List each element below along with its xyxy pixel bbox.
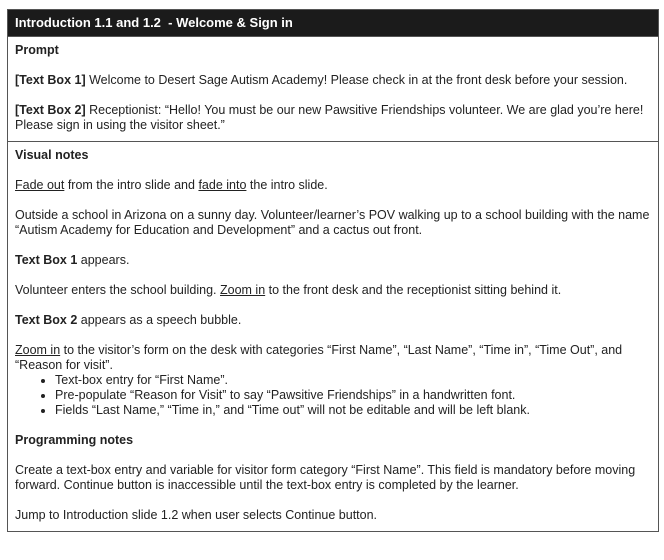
list-item: • Fields “Last Name,” “Time in,” and “Time out” will not be editable and will be left blank. <box>55 403 651 418</box>
programming-heading: Programming notes <box>15 433 134 447</box>
storyboard-table <box>7 9 659 532</box>
fade-mid-text: from the intro slide and <box>64 178 199 192</box>
list-item: • Text-box entry for “First Name”. <box>55 373 651 388</box>
programming-text-1: Create a text-box entry and variable for visitor form category “First Name”. This field is mandatory before moving forward. Continue button is inaccessible until the text-box entry is completed by the learner. <box>15 463 636 492</box>
text-box-2-bold: Text Box 2 <box>15 313 78 327</box>
text-box-2-label: [Text Box 2] <box>15 103 86 117</box>
fade-out-text: Fade out <box>15 178 65 192</box>
slide-title: Introduction 1.1 and 1.2 - Welcome & Sign in <box>8 10 658 36</box>
enters-a: Volunteer enters the school building. <box>15 283 220 297</box>
enters-building-line <box>15 283 651 298</box>
fade-line <box>15 178 651 193</box>
prompt-heading: Prompt <box>15 43 59 57</box>
visitor-form-line <box>15 343 651 373</box>
programming-text-2: Jump to Introduction slide 1.2 when user selects Continue button. <box>15 508 378 522</box>
text-box-1-appears-rest: appears. <box>77 253 130 267</box>
text-box-2-text: Receptionist: “Hello! You must be our new Pawsitive Friendships volunteer. We are glad you’re here! Please sign in using the visitor sheet.” <box>15 103 644 132</box>
text-box-1-text: Welcome to Desert Sage Autism Academy! Please check in at the front desk before your session. <box>85 73 628 87</box>
zoom-in-1: Zoom in <box>220 283 266 297</box>
enters-b: to the front desk and the receptionist sitting behind it. <box>265 283 562 297</box>
text-box-1-line <box>15 73 651 88</box>
text-box-1-appears <box>15 253 651 268</box>
prompt-cell <box>8 36 658 141</box>
visual-notes-heading: Visual notes <box>15 148 89 162</box>
visitor-form-bullets <box>15 373 651 418</box>
text-box-2-appears-rest: appears as a speech bubble. <box>77 313 242 327</box>
list-item: • Pre-populate “Reason for Visit” to say “Pawsitive Friendships” in a handwritten font. <box>55 388 651 403</box>
fade-end-text: the intro slide. <box>246 178 328 192</box>
visual-notes-cell <box>8 141 658 531</box>
fade-into-text: fade into <box>198 178 247 192</box>
text-box-1-bold: Text Box 1 <box>15 253 78 267</box>
zoom-in-2: Zoom in <box>15 343 61 357</box>
text-box-2-line <box>15 103 651 133</box>
text-box-1-label: [Text Box 1] <box>15 73 86 87</box>
visitor-form-text: to the visitor’s form on the desk with categories “First Name”, “Last Name”, “Time in”, “Time Out”, and “Reason for visit”. <box>15 343 623 372</box>
text-box-2-appears <box>15 313 651 328</box>
outside-description: Outside a school in Arizona on a sunny day. Volunteer/learner’s POV walking up to a school building with the name “Autism Academy for Education and Development” and a cactus out front. <box>15 208 650 237</box>
